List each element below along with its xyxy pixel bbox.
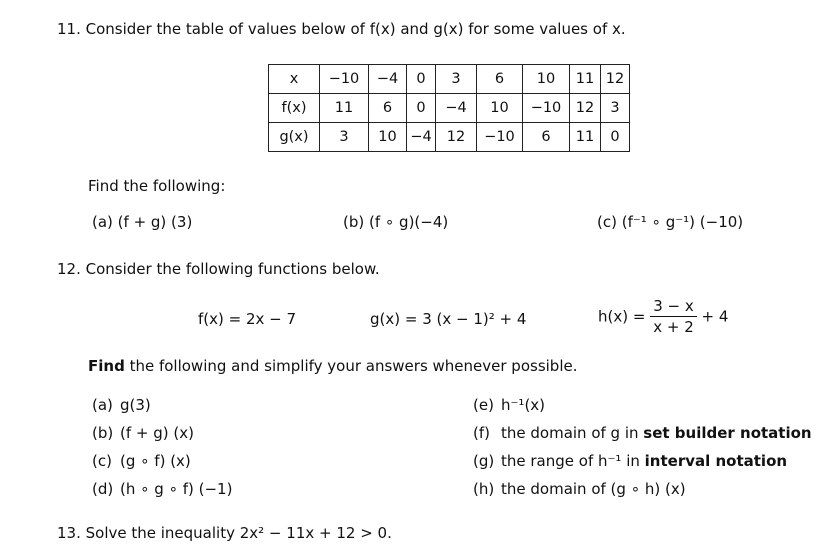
part-text: h⁻¹(x) xyxy=(501,396,546,414)
q13-stem: 13. Solve the inequality 2x² − 11x + 12 > 0. xyxy=(57,524,392,542)
table-header-cell: f(x) xyxy=(269,94,320,123)
h-denominator: x + 2 xyxy=(653,318,694,336)
h-lhs: h(x) = xyxy=(598,307,646,326)
table-cell: 12 xyxy=(601,65,630,94)
q11-find-label: Find the following: xyxy=(88,177,226,195)
table-cell: 11 xyxy=(570,123,601,152)
part-label: (h) xyxy=(473,480,495,498)
q12-part-g xyxy=(473,452,787,470)
table-cell: 0 xyxy=(407,65,436,94)
q12-part-a xyxy=(92,396,151,414)
table-cell: 3 xyxy=(436,65,477,94)
table-cell: 6 xyxy=(369,94,407,123)
h-fraction xyxy=(650,297,697,336)
q12-find-instruction xyxy=(88,357,578,375)
g-definition: g(x) = 3 (x − 1)² + 4 xyxy=(370,310,527,328)
table-cell: 11 xyxy=(320,94,369,123)
q11-stem: 11. Consider the table of values below of f(x) and g(x) for some values of x. xyxy=(57,20,626,38)
part-bold-text: interval notation xyxy=(644,452,788,470)
table-cell: 10 xyxy=(477,94,523,123)
part-bold-text: set builder notation xyxy=(643,424,812,442)
table-row-f xyxy=(269,94,630,123)
table-cell: 11 xyxy=(570,65,601,94)
table-header-cell: x xyxy=(269,65,320,94)
h-tail: + 4 xyxy=(701,307,729,326)
part-label: (f) xyxy=(473,424,490,442)
q11-part-a: (a) (f + g) (3) xyxy=(92,213,193,231)
q12-part-h xyxy=(473,480,686,498)
part-text: the domain of g in xyxy=(501,424,644,442)
table-cell: 12 xyxy=(436,123,477,152)
table-cell: 3 xyxy=(320,123,369,152)
find-rest: the following and simplify your answers whenever possible. xyxy=(124,357,578,375)
part-text: the domain of (g ∘ h) (x) xyxy=(501,480,686,498)
table-cell: 10 xyxy=(523,65,570,94)
table-cell: 6 xyxy=(477,65,523,94)
table-cell: −10 xyxy=(320,65,369,94)
table-cell: −4 xyxy=(436,94,477,123)
table-cell: −10 xyxy=(477,123,523,152)
q12-part-d xyxy=(92,480,232,498)
part-label: (b) xyxy=(92,424,114,442)
f-definition: f(x) = 2x − 7 xyxy=(198,310,297,328)
table-cell: 0 xyxy=(407,94,436,123)
part-text: (g ∘ f) (x) xyxy=(120,452,191,470)
part-text: the range of h⁻¹ in xyxy=(501,452,645,470)
values-table xyxy=(268,64,630,152)
table-cell: 10 xyxy=(369,123,407,152)
part-label: (d) xyxy=(92,480,114,498)
q12-part-c xyxy=(92,452,191,470)
part-label: (e) xyxy=(473,396,494,414)
q12-part-e xyxy=(473,396,545,414)
q11-part-b: (b) (f ∘ g)(−4) xyxy=(343,213,449,231)
q11-part-c: (c) (f⁻¹ ∘ g⁻¹) (−10) xyxy=(597,213,744,231)
h-numerator: 3 − x xyxy=(650,297,697,317)
table-cell: −4 xyxy=(407,123,436,152)
part-text: (f + g) (x) xyxy=(120,424,194,442)
table-cell: −4 xyxy=(369,65,407,94)
part-text: (h ∘ g ∘ f) (−1) xyxy=(120,480,233,498)
q12-stem: 12. Consider the following functions below. xyxy=(57,260,380,278)
table-cell: 3 xyxy=(601,94,630,123)
part-label: (a) xyxy=(92,396,113,414)
q12-part-b xyxy=(92,424,194,442)
part-label: (c) xyxy=(92,452,112,470)
table-cell: −10 xyxy=(523,94,570,123)
table-row-x xyxy=(269,65,630,94)
find-bold: Find xyxy=(88,357,125,375)
table-row-g xyxy=(269,123,630,152)
part-text: g(3) xyxy=(120,396,151,414)
table-cell: 0 xyxy=(601,123,630,152)
part-label: (g) xyxy=(473,452,495,470)
h-definition xyxy=(598,297,728,336)
table-cell: 12 xyxy=(570,94,601,123)
table-cell: 6 xyxy=(523,123,570,152)
q12-part-f xyxy=(473,424,812,442)
table-header-cell: g(x) xyxy=(269,123,320,152)
